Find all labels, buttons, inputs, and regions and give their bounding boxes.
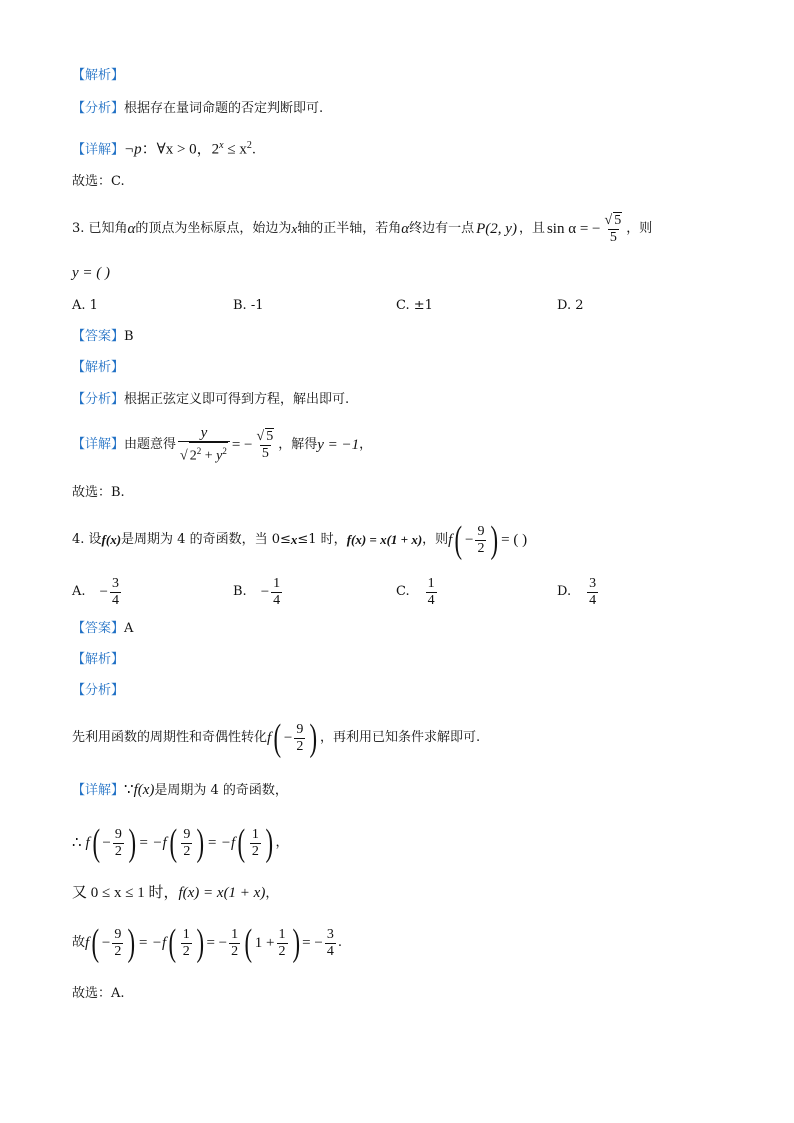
- q4-d2-neg: −: [101, 935, 111, 951]
- q4-gu: 故: [72, 935, 86, 950]
- q3-stem-6: ，则: [626, 221, 653, 236]
- q4-daan-label: 【答案】: [72, 621, 125, 636]
- q3-detail-eq: = −: [231, 437, 253, 453]
- q2-answer-line: 故选：C.: [72, 174, 125, 189]
- q4-d2-f: f: [85, 935, 90, 951]
- q4-derivation-1: ∴ f ( − $\frac{9}{2}$ ) = −f ( $\frac{9}{2}$ ) = −f ( $\frac{1}{2}$ ) ，: [72, 822, 289, 864]
- q2-analysis: [72, 99, 323, 119]
- q4-option-a: [72, 572, 123, 612]
- q4-d2-den4: 2: [278, 943, 286, 959]
- q3-detail-2: ，解得: [278, 437, 318, 452]
- q4-stem-5: ，则: [422, 532, 449, 547]
- q3-analysis: [72, 390, 349, 410]
- q4-stem-6: = ( ): [501, 532, 528, 548]
- q3-den-exp-a: 2: [196, 446, 202, 457]
- q3-sin: sin α = −: [546, 221, 601, 237]
- q3-detail-1: 由题意得: [124, 437, 177, 452]
- q4-again: [72, 883, 278, 904]
- q3-detail-4: ，: [359, 437, 373, 452]
- q4-d2-den2: 2: [182, 943, 190, 959]
- q4-fenxi-label: 【分析】: [72, 683, 125, 698]
- q4-eq-4: = −: [302, 935, 323, 951]
- q4-because: ∵: [124, 782, 134, 798]
- q4-d2-den: 2: [114, 943, 122, 959]
- q4-stem-fraction: [475, 524, 486, 557]
- q2-neg-p: ¬p: [124, 141, 142, 158]
- q4-eq-1: = −f: [138, 835, 167, 851]
- q2-exp: x: [219, 140, 224, 151]
- q4-again-1: 又 0 ≤ x ≤ 1 时，: [72, 885, 179, 901]
- q3-den-exp-b: 2: [222, 446, 227, 457]
- q3-stem-3: 轴的正半轴，若角: [297, 221, 402, 236]
- q4-opt-b-num: 1: [273, 575, 281, 591]
- q3-answer: [72, 327, 134, 347]
- q3-stem-4: 终边有一点: [409, 221, 475, 236]
- q4-opt-a-sign: −: [99, 584, 108, 600]
- q3-detail: [72, 423, 372, 467]
- q4-answer-line: 故选：A.: [72, 986, 125, 1001]
- q2-square: 2: [246, 140, 252, 151]
- jiexi-label: 【解析】: [72, 68, 125, 83]
- q2-detail-text: ：∀x > 0，2: [141, 141, 220, 158]
- q2-end: .: [251, 142, 256, 158]
- q4-detail-1c: 是周期为 4 的奇函数，: [154, 783, 288, 798]
- q4-d1-den2: 2: [183, 843, 191, 859]
- q4-d1-num2: 9: [183, 826, 191, 842]
- q4-period: .: [337, 935, 342, 950]
- fenxi-label: 【分析】: [72, 101, 125, 116]
- q3-alpha: α: [127, 221, 136, 237]
- q4-d1-neg: −: [102, 835, 111, 851]
- q4-stem: 4. 设 f(x) 是周期为 4 的奇函数，当 0≤ x ≤1 时， f(x) = x(1 + x) ，则 f ( − $\frac{9}{2}$ ) = ( ): [72, 519, 528, 561]
- q3-option-d: D. 2: [557, 298, 584, 313]
- q4-eq-2: = −f: [206, 835, 236, 851]
- q3-stem-5: ，且: [518, 221, 545, 236]
- daan-label: 【答案】: [72, 329, 125, 344]
- q4-answer-value: A: [124, 621, 134, 636]
- q4-stem-3: ≤1 时，: [297, 532, 347, 547]
- q3-stem-1: 3. 已知角: [72, 221, 128, 236]
- q4-detail-1: [72, 780, 288, 801]
- q4-stem-4: f(x) = x(1 + x): [346, 532, 423, 547]
- q3-stem-2: 的顶点为坐标原点，始边为: [135, 221, 292, 236]
- q4-opt-c-label: C.: [396, 584, 410, 599]
- q4-final-num: 3: [326, 926, 334, 942]
- q3-fenxi-label: 【分析】: [72, 392, 125, 407]
- q3-xiangjie-label: 【详解】: [72, 437, 125, 452]
- q3-fraction: $\frac{√ 5}{5}$: [604, 213, 622, 245]
- q4-opt-d-den: 4: [589, 592, 597, 608]
- q4-d2-eq: = −f: [137, 935, 167, 951]
- q4-again-3: ，: [265, 886, 279, 901]
- q4-d1-den: 2: [114, 843, 122, 859]
- q3-detail-num: y: [200, 425, 208, 442]
- q4-d1-num3: 1: [251, 826, 259, 842]
- q4-again-2: f(x) = x(1 + x): [178, 885, 266, 901]
- q4-xiangjie-label: 【详解】: [72, 783, 125, 798]
- q3-answer-value: B: [124, 329, 134, 344]
- q4-opt-a-num: 3: [112, 575, 119, 591]
- q3-stem-7: y = ( ): [72, 265, 111, 281]
- q2-analysis-text: 根据存在量词命题的否定判断即可.: [124, 101, 324, 116]
- q4-opt-a-label: A.: [72, 584, 86, 599]
- q2-le: ≤ x: [223, 141, 247, 158]
- q4-stem-den: 2: [477, 540, 485, 556]
- q4-stem-x: x: [290, 532, 298, 547]
- q4-stem-num: 9: [477, 523, 485, 539]
- q3-detail-frac2-den: 5: [261, 446, 269, 461]
- q4-d2-num: 9: [114, 926, 122, 942]
- q3-alpha-2: α: [401, 221, 410, 237]
- q3-detail-fraction-2: $\frac{√ 5}{5}$: [256, 429, 274, 461]
- q4-opt-a-den: 4: [112, 592, 119, 608]
- q4-method: 先利用函数的周期性和奇偶性转化 f ( − $\frac{9}{2}$ ) ，再利用已知条件求解即可.: [72, 717, 481, 759]
- q4-jiexi-label: 【解析】: [72, 652, 125, 667]
- q3-stem: [72, 214, 652, 244]
- q4-opt-b-den: 4: [273, 592, 281, 608]
- q4-option-d: [557, 572, 600, 612]
- q4-d2-den3: 2: [231, 943, 239, 959]
- q4-fx: f(x): [101, 532, 122, 547]
- q3-x: x: [291, 221, 298, 236]
- q3-frac-num: 5: [614, 213, 622, 228]
- q3-detail-3: y = −1: [317, 437, 360, 453]
- q3-frac-den: 5: [609, 230, 617, 245]
- q4-opt-d-num: 3: [589, 575, 597, 591]
- q3-answer-line: 故选：B.: [72, 485, 125, 500]
- xiangjie-label: 【详解】: [72, 142, 125, 158]
- q4-d1-num: 9: [114, 826, 122, 842]
- q4-one-plus: 1 +: [254, 935, 275, 951]
- q4-eq-3: = −: [206, 935, 228, 951]
- q3-analysis-text: 根据正弦定义即可得到方程，解出即可.: [124, 392, 350, 407]
- q4-d1-den3: 2: [251, 843, 259, 859]
- q4-d1-f: f: [85, 835, 90, 851]
- q4-method-num: 9: [296, 721, 304, 737]
- q2-detail: [72, 136, 256, 160]
- q4-final-den: 4: [326, 943, 334, 959]
- q3-option-b: B. -1: [233, 298, 264, 313]
- q4-stem-1: 4. 设: [72, 532, 102, 547]
- q4-opt-c-num: 1: [427, 575, 435, 591]
- q4-method-f: f: [267, 730, 272, 746]
- q3-point: P(2, y): [476, 221, 517, 237]
- q3-jiexi-label: 【解析】: [72, 360, 125, 375]
- q4-opt-b-label: B.: [233, 584, 247, 599]
- q4-stem-f: f: [448, 532, 453, 548]
- q4-option-b: [233, 572, 284, 612]
- q4-method-neg: −: [283, 730, 293, 746]
- q4-detail-fx: f(x): [133, 782, 155, 798]
- q4-neg: −: [465, 532, 474, 548]
- q4-method-1: 先利用函数的周期性和奇偶性转化: [72, 730, 268, 745]
- q4-method-2: ，再利用已知条件求解即可.: [319, 730, 481, 745]
- q4-therefore: ∴: [72, 835, 82, 851]
- q4-d1-comma: ，: [275, 835, 289, 850]
- q4-stem-2: 是周期为 4 的奇函数，当 0≤: [121, 532, 291, 547]
- q3-option-c: C. ±1: [396, 298, 433, 313]
- q3-detail-fraction: $\frac{y}{√ 2^2 + y^2}$: [178, 425, 230, 465]
- q4-method-den: 2: [296, 738, 304, 754]
- q3-detail-frac2-num: 5: [266, 429, 274, 444]
- q4-opt-b-sign: −: [260, 584, 270, 600]
- q4-opt-d-label: D.: [557, 584, 572, 599]
- q4-option-c: [396, 572, 439, 612]
- q3-option-a: A. 1: [72, 298, 98, 313]
- q4-answer: [72, 619, 133, 639]
- q4-derivation-2: 故 f ( − $\frac{9}{2}$ ) = −f ( $\frac{1}{2}$ ) = − $\frac{1}{2}$ ( 1 + $\frac{1}{2}$ ) = − $\frac{3}{4}$ .: [72, 922, 342, 964]
- q4-opt-c-den: 4: [427, 592, 435, 608]
